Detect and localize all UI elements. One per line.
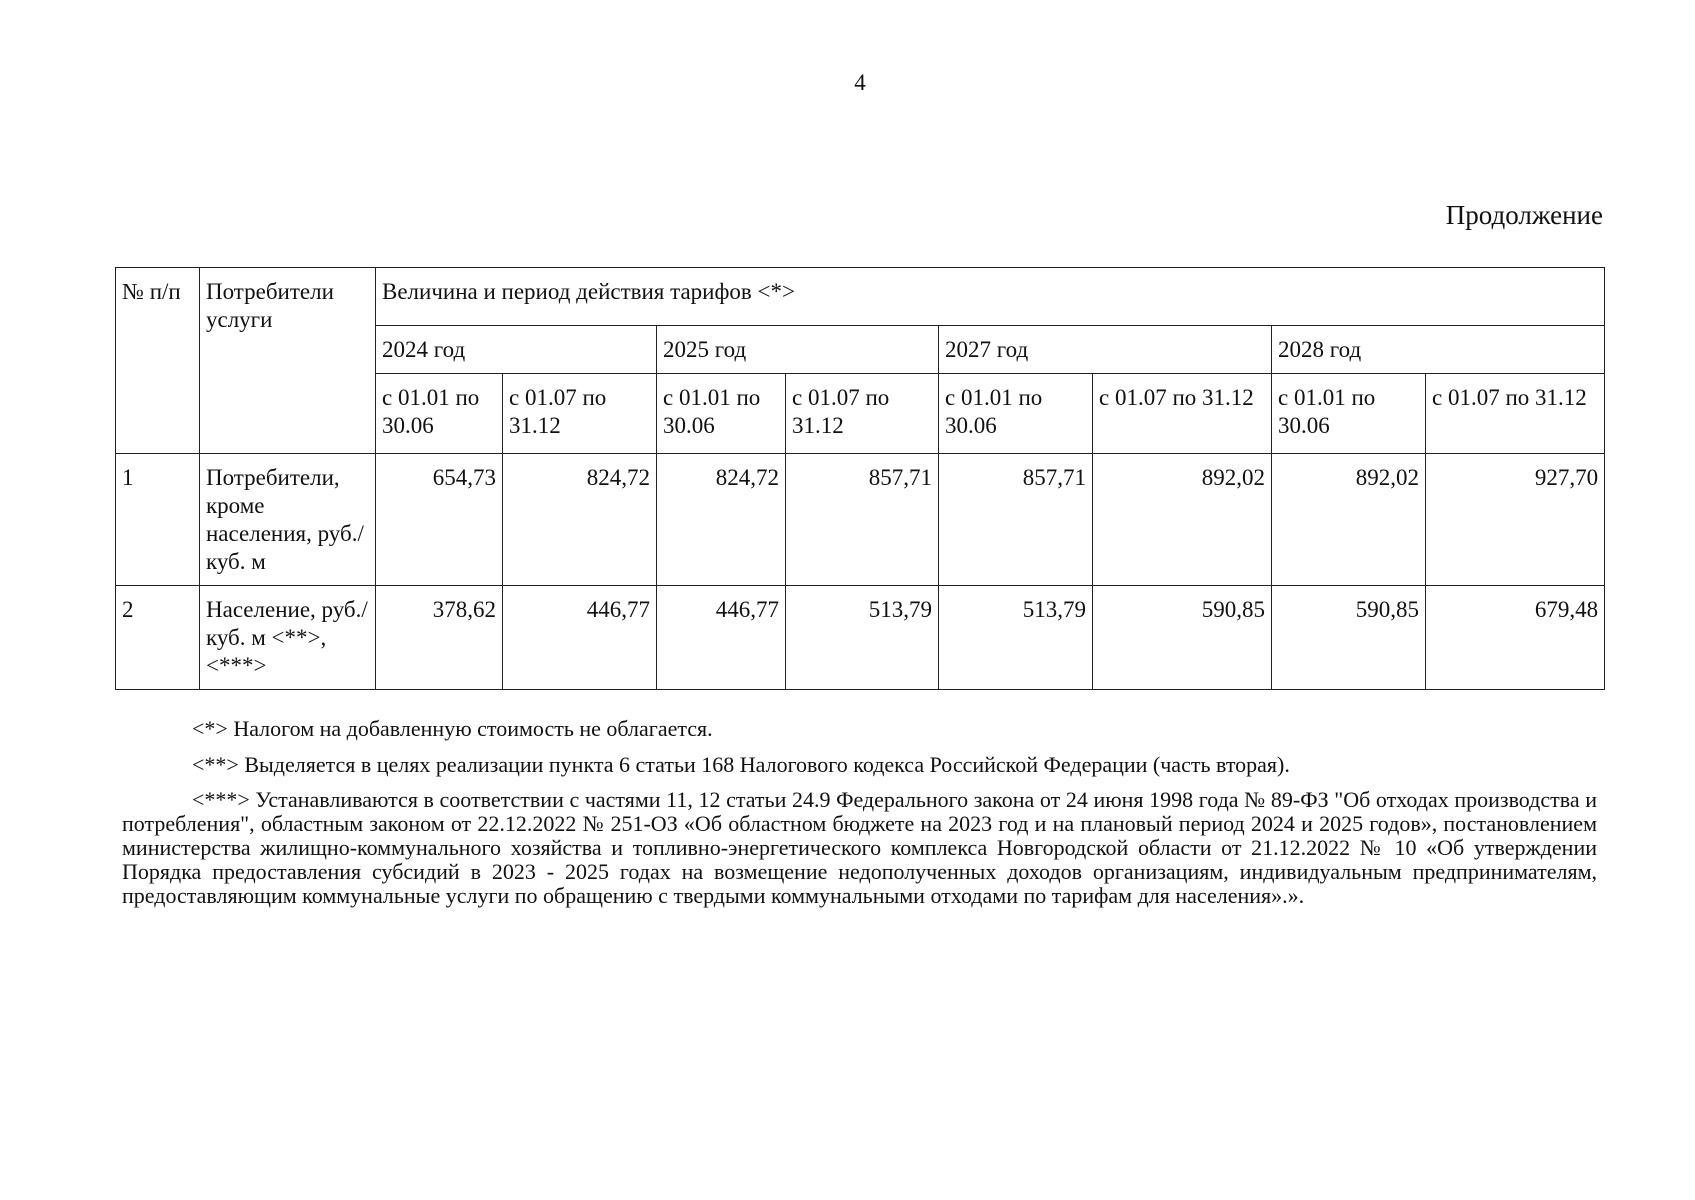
tariff-value: 513,79 <box>786 586 939 690</box>
tariff-value: 590,85 <box>1272 586 1426 690</box>
table-row <box>116 586 1605 690</box>
tariff-value: 927,70 <box>1426 454 1605 586</box>
header-year: 2028 год <box>1272 326 1605 374</box>
row-consumer: Население, руб./куб. м <**>, <***> <box>200 586 376 690</box>
header-period: с 01.07 по 31.12 <box>786 374 939 454</box>
footnote-vat: <*> Налогом на добавленную стоимость не облагается. <box>192 716 713 741</box>
tariff-value: 378,62 <box>376 586 503 690</box>
header-year: 2024 год <box>376 326 657 374</box>
tariff-value: 654,73 <box>376 454 503 586</box>
table-row <box>116 454 1605 586</box>
row-number: 2 <box>116 586 200 690</box>
tariff-value: 824,72 <box>657 454 786 586</box>
page-number: 4 <box>854 70 866 95</box>
header-period: с 01.01 по 30.06 <box>376 374 503 454</box>
header-period: с 01.07 по 31.12 <box>1426 374 1605 454</box>
tariff-value: 892,02 <box>1272 454 1426 586</box>
tariff-value: 857,71 <box>939 454 1093 586</box>
header-period: с 01.07 по 31.12 <box>503 374 657 454</box>
footnotes <box>122 716 1597 918</box>
tariff-value: 857,71 <box>786 454 939 586</box>
header-period: с 01.07 по 31.12 <box>1093 374 1272 454</box>
header-consumers: Потребители услуги <box>200 268 376 454</box>
header-num: № п/п <box>116 268 200 454</box>
header-tariffs: Величина и период действия тарифов <*> <box>376 268 1605 326</box>
header-period: с 01.01 по 30.06 <box>1272 374 1426 454</box>
header-year: 2025 год <box>657 326 939 374</box>
tariff-value: 446,77 <box>503 586 657 690</box>
footnote-tax-code: <**> Выделяется в целях реализации пункта 6 статьи 168 Налогового кодекса Российской Федерации (часть вторая). <box>192 752 1290 777</box>
tariff-value: 446,77 <box>657 586 786 690</box>
header-year: 2027 год <box>939 326 1272 374</box>
row-consumer: Потребители, кроме населения, руб./куб. м <box>200 454 376 586</box>
footnote-legal-basis: <***> Устанавливаются в соответствии с частями 11, 12 статьи 24.9 Федерального закона от 24 июня 1998 года № 89-ФЗ "Об отходах производства и потребления", областным законом от 22.12.2022 № 251-ОЗ «Об областном бюджете на 2023 год и на плановый период 2024 и 2025 годов», постановлением министерства жилищно-коммунального хозяйства и топливно-энергетического комплекса Новгородской области от 21.12.2022 № 10 «Об утверждении Порядка предоставления субсидий в 2023 - 2025 годах на возмещение недополученных доходов организациям, индивидуальным предпринимателям, предоставляющим коммунальные услуги по обращению с твердыми коммунальными отходами по тарифам для населения».». <box>122 787 1597 908</box>
row-number: 1 <box>116 454 200 586</box>
header-period: с 01.01 по 30.06 <box>657 374 786 454</box>
continuation-label: Продолжение <box>1445 200 1603 230</box>
tariff-value: 679,48 <box>1426 586 1605 690</box>
table-header-row <box>116 268 1605 326</box>
tariff-table <box>115 267 1605 690</box>
tariff-value: 513,79 <box>939 586 1093 690</box>
tariff-value: 590,85 <box>1093 586 1272 690</box>
header-period: с 01.01 по 30.06 <box>939 374 1093 454</box>
tariff-value: 892,02 <box>1093 454 1272 586</box>
tariff-value: 824,72 <box>503 454 657 586</box>
